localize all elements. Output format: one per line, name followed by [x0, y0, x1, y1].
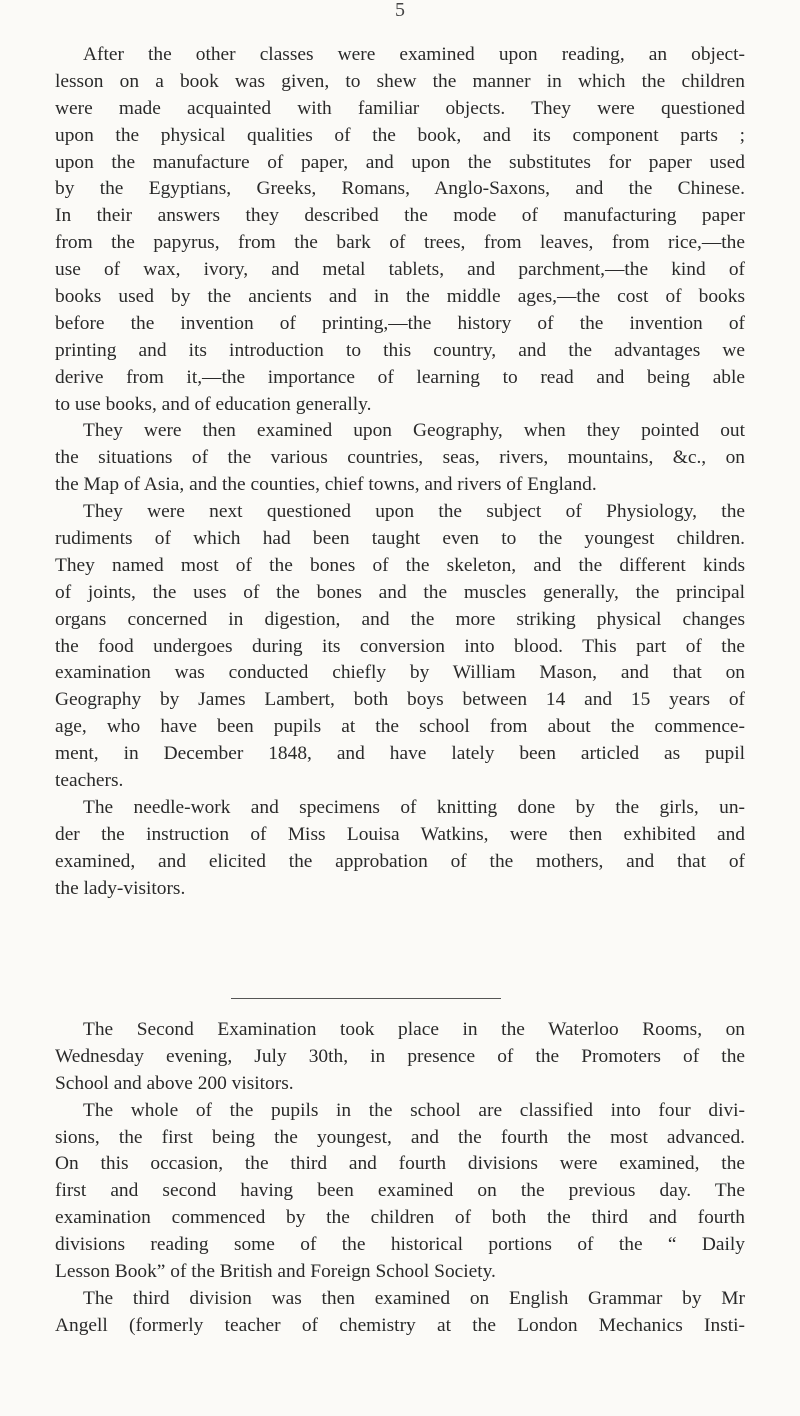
body-text-section-2: [55, 1017, 745, 1340]
text-line: teachers.: [55, 770, 124, 792]
text-line: organs concerned in digestion, and the more striking physical changes: [55, 608, 745, 630]
text-line: first and second having been examined on the previous day. The: [55, 1180, 745, 1202]
text-line: before the invention of printing,—the history of the invention of: [55, 312, 745, 334]
text-line: of joints, the uses of the bones and the muscles generally, the principal: [55, 581, 745, 603]
text-line: upon the manufacture of paper, and upon the substitutes for paper used: [55, 151, 745, 173]
text-line: They named most of the bones of the skeleton, and the different kinds: [55, 554, 745, 576]
body-text-section-1: [55, 42, 745, 903]
text-line: examined, and elicited the approbation of the mothers, and that of: [55, 850, 745, 872]
text-line: They were next questioned upon the subject of Physiology, the: [83, 501, 745, 523]
text-line: examination commenced by the children of both the third and fourth: [55, 1207, 745, 1229]
text-line: Wednesday evening, July 30th, in presence of the Promoters of the: [55, 1045, 745, 1067]
text-line: the Map of Asia, and the counties, chief towns, and rivers of England.: [55, 474, 597, 496]
text-line: were made acquainted with familiar objects. They were questioned: [55, 97, 745, 119]
text-line: der the instruction of Miss Louisa Watkins, were then exhibited and: [55, 823, 745, 845]
text-line: They were then examined upon Geography, when they pointed out: [83, 420, 745, 442]
page-number: 5: [395, 0, 405, 21]
text-line: The needle-work and specimens of knitting done by the girls, un-: [83, 796, 745, 818]
text-line: examination was conducted chiefly by William Mason, and that on: [55, 662, 745, 684]
text-line: books used by the ancients and in the middle ages,—the cost of books: [55, 286, 745, 308]
text-line: The third division was then examined on English Grammar by Mr: [83, 1287, 745, 1309]
text-line: derive from it,—the importance of learning to read and being able: [55, 366, 745, 388]
text-line: rudiments of which had been taught even to the youngest children.: [55, 528, 745, 550]
text-line: sions, the first being the youngest, and the fourth the most advanced.: [55, 1126, 745, 1148]
text-line: divisions reading some of the historical portions of the “ Daily: [55, 1234, 745, 1256]
section-divider: [231, 998, 501, 999]
text-line: to use books, and of education generally.: [55, 393, 372, 415]
text-line: from the papyrus, from the bark of trees, from leaves, from rice,—the: [55, 232, 745, 254]
text-line: by the Egyptians, Greeks, Romans, Anglo-Saxons, and the Chinese.: [55, 178, 745, 200]
text-line: the lady-visitors.: [55, 877, 186, 899]
text-line: In their answers they described the mode of manufacturing paper: [55, 205, 745, 227]
text-line: Lesson Book” of the British and Foreign School Society.: [55, 1261, 496, 1283]
text-line: Geography by James Lambert, both boys between 14 and 15 years of: [55, 689, 745, 711]
text-line: use of wax, ivory, and metal tablets, and parchment,—the kind of: [55, 259, 745, 281]
text-line: Angell (formerly teacher of chemistry at the London Mechanics Insti-: [55, 1314, 745, 1336]
text-line: the food undergoes during its conversion into blood. This part of the: [55, 635, 745, 657]
text-line: lesson on a book was given, to shew the manner in which the children: [55, 70, 745, 92]
text-line: printing and its introduction to this country, and the advantages we: [55, 339, 745, 361]
text-line: ment, in December 1848, and have lately been articled as pupil: [55, 743, 745, 765]
text-line: the situations of the various countries, seas, rivers, mountains, &c., on: [55, 447, 745, 469]
text-line: The Second Examination took place in the Waterloo Rooms, on: [83, 1019, 745, 1040]
text-line: After the other classes were examined upon reading, an object-: [83, 44, 745, 65]
text-line: School and above 200 visitors.: [55, 1072, 294, 1094]
text-line: The whole of the pupils in the school are classified into four divi-: [83, 1099, 745, 1121]
text-line: age, who have been pupils at the school from about the commence-: [55, 716, 745, 738]
text-line: upon the physical qualities of the book, and its component parts ;: [55, 124, 745, 146]
text-line: On this occasion, the third and fourth divisions were examined, the: [55, 1153, 745, 1175]
